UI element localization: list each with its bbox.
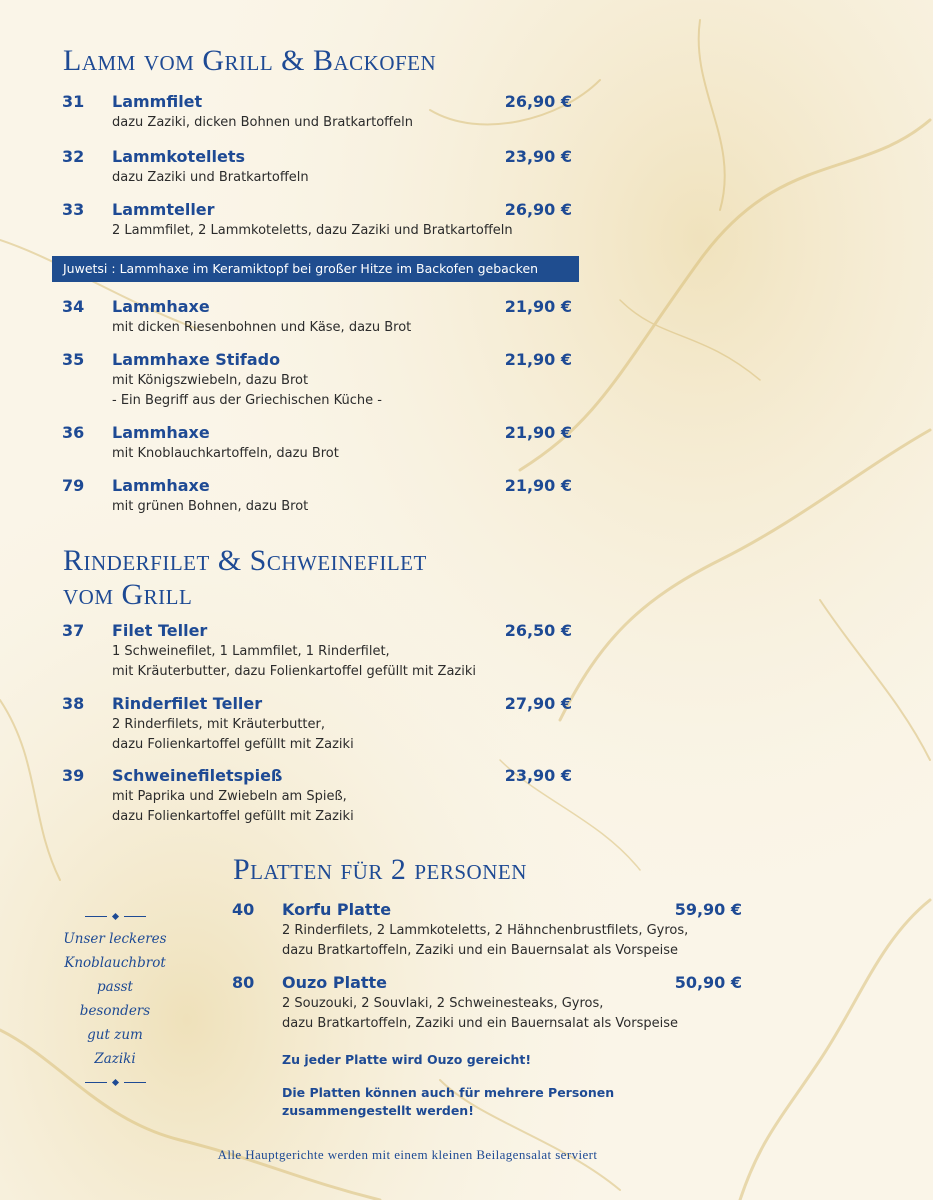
item-description: mit Knoblauchkartoffeln, dazu Brot: [112, 446, 339, 461]
menu-item: [232, 973, 752, 1037]
menu-item: [62, 350, 582, 414]
item-description: mit Paprika und Zwiebeln am Spieß, dazu Folienkartoffel gefüllt mit Zaziki: [112, 789, 354, 824]
item-number: 80: [232, 973, 255, 992]
menu-item: [62, 694, 582, 758]
item-number: 39: [62, 766, 85, 785]
menu-item: [62, 92, 582, 136]
ouzo-note: Zu jeder Platte wird Ouzo gereicht!: [282, 1052, 532, 1067]
item-price: 26,50 €: [504, 621, 572, 640]
knoblauchbrot-note: Unser leckeres Knoblauchbrot passt besonders gut zum Zaziki: [60, 905, 170, 1093]
section-title-platten: Platten für 2 personen: [233, 853, 527, 886]
item-number: 31: [62, 92, 85, 111]
item-price: 50,90 €: [674, 973, 742, 992]
item-description: dazu Zaziki und Bratkartoffeln: [112, 170, 309, 185]
item-price: 21,90 €: [504, 297, 572, 316]
item-number: 36: [62, 423, 85, 442]
item-description: mit grünen Bohnen, dazu Brot: [112, 499, 309, 514]
section-title-rinder: Rinderfilet & Schweinefilet vom Grill: [63, 544, 427, 611]
item-number: 35: [62, 350, 85, 369]
item-price: 26,90 €: [504, 92, 572, 111]
item-name: Lammhaxe: [112, 476, 210, 495]
item-name: Lammhaxe: [112, 423, 210, 442]
item-name: Korfu Platte: [282, 900, 392, 919]
item-number: 37: [62, 621, 85, 640]
item-name: Lammteller: [112, 200, 215, 219]
item-price: 23,90 €: [504, 766, 572, 785]
item-number: 32: [62, 147, 85, 166]
menu-item: [62, 423, 582, 467]
item-number: 40: [232, 900, 255, 919]
ornament-divider-icon: [60, 905, 170, 927]
item-number: 38: [62, 694, 85, 713]
item-price: 21,90 €: [504, 423, 572, 442]
item-name: Rinderfilet Teller: [112, 694, 263, 713]
menu-item: [62, 200, 582, 244]
item-description: 2 Rinderfilets, 2 Lammkoteletts, 2 Hähnchenbrustfilets, Gyros, dazu Bratkartoffeln, Zaziki und ein Bauernsalat als Vorspeise: [282, 923, 689, 958]
item-description: 2 Lammfilet, 2 Lammkoteletts, dazu Zaziki und Bratkartoffeln: [112, 223, 513, 238]
item-number: 33: [62, 200, 85, 219]
item-number: 79: [62, 476, 85, 495]
item-price: 21,90 €: [504, 476, 572, 495]
item-name: Ouzo Platte: [282, 973, 388, 992]
item-name: Filet Teller: [112, 621, 208, 640]
menu-item: [62, 766, 582, 830]
item-name: Lammkotellets: [112, 147, 246, 166]
item-description: 2 Rinderfilets, mit Kräuterbutter, dazu Folienkartoffel gefüllt mit Zaziki: [112, 717, 354, 752]
juwetsi-banner: Juwetsi : Lammhaxe im Keramiktopf bei großer Hitze im Backofen gebacken: [52, 256, 579, 282]
menu-item: [62, 297, 582, 341]
menu-item: [62, 476, 582, 520]
item-name: Lammfilet: [112, 92, 203, 111]
menu-item: [232, 900, 752, 964]
item-price: 26,90 €: [504, 200, 572, 219]
item-description: 2 Souzouki, 2 Souvlaki, 2 Schweinesteaks, Gyros, dazu Bratkartoffeln, Zaziki und ein Bauernsalat als Vorspeise: [282, 996, 678, 1031]
item-price: 27,90 €: [504, 694, 572, 713]
personen-note: Die Platten können auch für mehrere Personen zusammengestellt werden!: [282, 1085, 615, 1118]
menu-item: [62, 147, 582, 191]
menu-item: [62, 621, 582, 685]
item-name: Lammhaxe: [112, 297, 210, 316]
ornament-divider-icon: [60, 1071, 170, 1093]
item-name: Schweinefiletspieß: [112, 766, 283, 785]
item-description: dazu Zaziki, dicken Bohnen und Bratkartoffeln: [112, 115, 413, 130]
item-price: 21,90 €: [504, 350, 572, 369]
section-title-lamm: Lamm vom Grill & Backofen: [63, 44, 437, 77]
item-name: Lammhaxe Stifado: [112, 350, 281, 369]
item-price: 23,90 €: [504, 147, 572, 166]
footer-note: Alle Hauptgerichte werden mit einem kleinen Beilagensalat serviert: [217, 1147, 598, 1162]
item-number: 34: [62, 297, 85, 316]
item-price: 59,90 €: [674, 900, 742, 919]
item-description: mit Königszwiebeln, dazu Brot - Ein Begriff aus der Griechischen Küche -: [112, 373, 382, 408]
item-description: mit dicken Riesenbohnen und Käse, dazu Brot: [112, 320, 412, 335]
item-description: 1 Schweinefilet, 1 Lammfilet, 1 Rinderfilet, mit Kräuterbutter, dazu Folienkartoffel gefüllt mit Zaziki: [112, 644, 476, 679]
